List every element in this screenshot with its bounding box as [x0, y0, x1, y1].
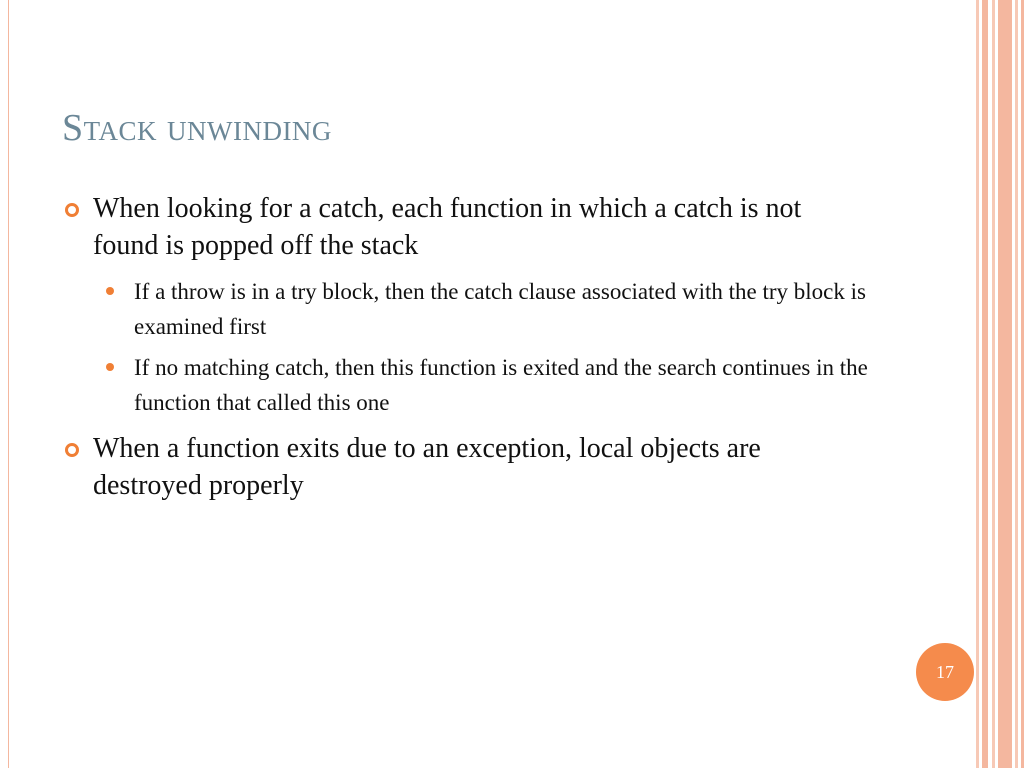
decorative-stripe [992, 0, 995, 768]
bullet-text: When a function exits due to an exception, local objects are destroyed properly [93, 433, 761, 501]
hollow-circle-bullet-icon [65, 203, 79, 217]
filled-dot-bullet-icon [106, 287, 114, 295]
decorative-stripe [998, 0, 1012, 768]
sub-bullet-text: If no matching catch, then this function is exited and the search continues in the function that called this one [134, 355, 868, 415]
decorative-stripe [1015, 0, 1018, 768]
bullet-text: When looking for a catch, each function in which a catch is not found is popped off the stack [93, 193, 802, 261]
slide-content [62, 190, 872, 514]
filled-dot-bullet-icon [106, 363, 114, 371]
sub-bullet-item [62, 274, 872, 344]
decorative-stripe [982, 0, 988, 768]
hollow-circle-bullet-icon [65, 443, 79, 457]
sub-bullet-item [62, 350, 872, 420]
left-frame-line [8, 0, 9, 768]
bullet-item [62, 190, 872, 264]
slide-title: Stack unwinding [62, 107, 332, 149]
decorative-stripe [976, 0, 979, 768]
page-number: 17 [936, 661, 954, 682]
page-number-badge [916, 643, 974, 701]
sub-bullet-text: If a throw is in a try block, then the catch clause associated with the try block is examined first [134, 279, 866, 339]
bullet-item [62, 430, 872, 504]
